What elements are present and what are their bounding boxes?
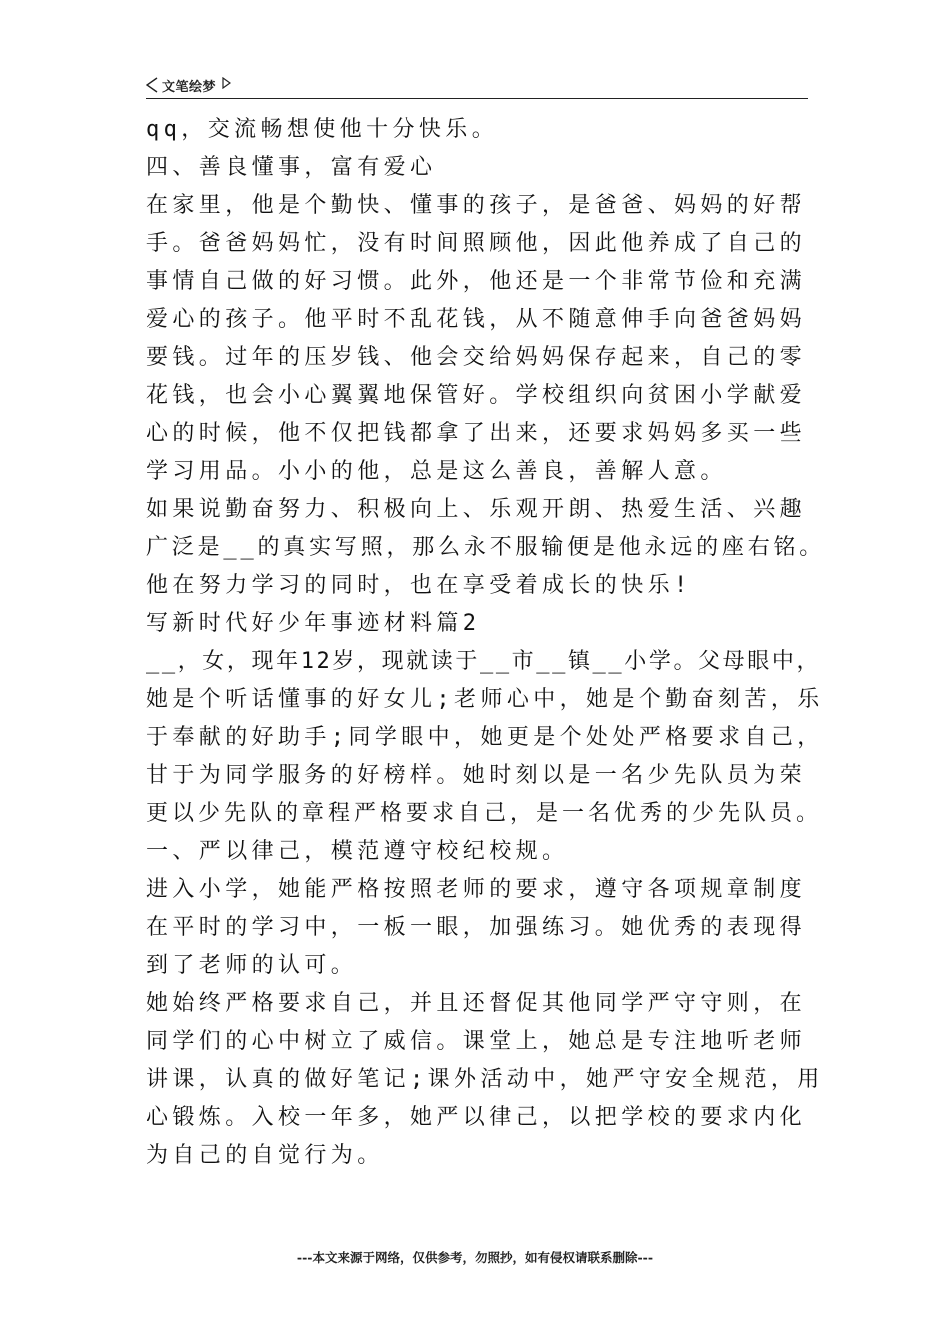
text-line: 事情自己做的好习惯。此外，他还是一个非常节俭和充满: [146, 269, 807, 294]
text-line: 如果说勤奋努力、积极向上、乐观开朗、热爱生活、兴趣: [146, 497, 807, 522]
triangle-right-icon: [222, 77, 231, 89]
triangle-left-icon: [146, 77, 158, 93]
text-line: qq，交流畅想使他十分快乐。: [146, 117, 499, 142]
text-line: 广泛是__的真实写照，那么永不服输便是他永远的座右铭。: [146, 535, 826, 560]
text-line: 甘于为同学服务的好榜样。她时刻以是一名少先队员为荣: [146, 763, 807, 788]
text-line: 她是个听话懂事的好女儿;老师心中，她是个勤奋刻苦，乐: [146, 687, 824, 712]
text-line: 同学们的心中树立了威信。课堂上，她总是专注地听老师: [146, 1029, 807, 1054]
header-brand: 文笔绘梦: [162, 79, 217, 95]
text-line: 一、严以律己，模范遵守校纪校规。: [146, 839, 569, 864]
text-line: 在家里，他是个勤快、懂事的孩子，是爸爸、妈妈的好帮: [146, 193, 807, 218]
text-line: 手。爸爸妈妈忙，没有时间照顾他，因此他养成了自己的: [146, 231, 807, 256]
text-line: 学习用品。小小的他，总是这么善良，善解人意。: [146, 459, 727, 484]
text-line: 要钱。过年的压岁钱、他会交给妈妈保存起来，自己的零: [146, 345, 807, 370]
text-line: 写新时代好少年事迹材料篇2: [146, 611, 481, 636]
text-line: 在平时的学习中，一板一眼，加强练习。她优秀的表现得: [146, 915, 807, 940]
text-line: 心锻炼。入校一年多，她严以律己，以把学校的要求内化: [146, 1105, 807, 1130]
text-line: 到了老师的认可。: [146, 953, 358, 978]
text-line: 他在努力学习的同时，也在享受着成长的快乐!: [146, 573, 692, 598]
document-body: [146, 111, 826, 1175]
text-line: 花钱，也会小心翼翼地保管好。学校组织向贫困小学献爱: [146, 383, 807, 408]
text-line: 讲课，认真的做好笔记;课外活动中，她严守安全规范，用: [146, 1067, 824, 1092]
text-line: 于奉献的好助手;同学眼中，她更是个处处严格要求自己，: [146, 725, 824, 750]
text-line: 她始终严格要求自己，并且还督促其他同学严守守则，在: [146, 991, 807, 1016]
text-line: 为自己的自觉行为。: [146, 1143, 384, 1168]
footer-disclaimer: ---本文来源于网络，仅供参考，勿照抄，如有侵权请联系删除---: [296, 1250, 654, 1265]
text-line: 心的时候，他不仅把钱都拿了出来，还要求妈妈多买一些: [146, 421, 807, 446]
text-line: 进入小学，她能严格按照老师的要求，遵守各项规章制度: [146, 877, 807, 902]
text-line: __，女，现年12岁，现就读于__市__镇__小学。父母眼中，: [146, 649, 822, 674]
page-header: [146, 72, 808, 99]
text-line: 四、善良懂事，富有爱心: [146, 155, 437, 180]
text-line: 爱心的孩子。他平时不乱花钱，从不随意伸手向爸爸妈妈: [146, 307, 807, 332]
text-line: 更以少先队的章程严格要求自己，是一名优秀的少先队员。: [146, 801, 823, 826]
